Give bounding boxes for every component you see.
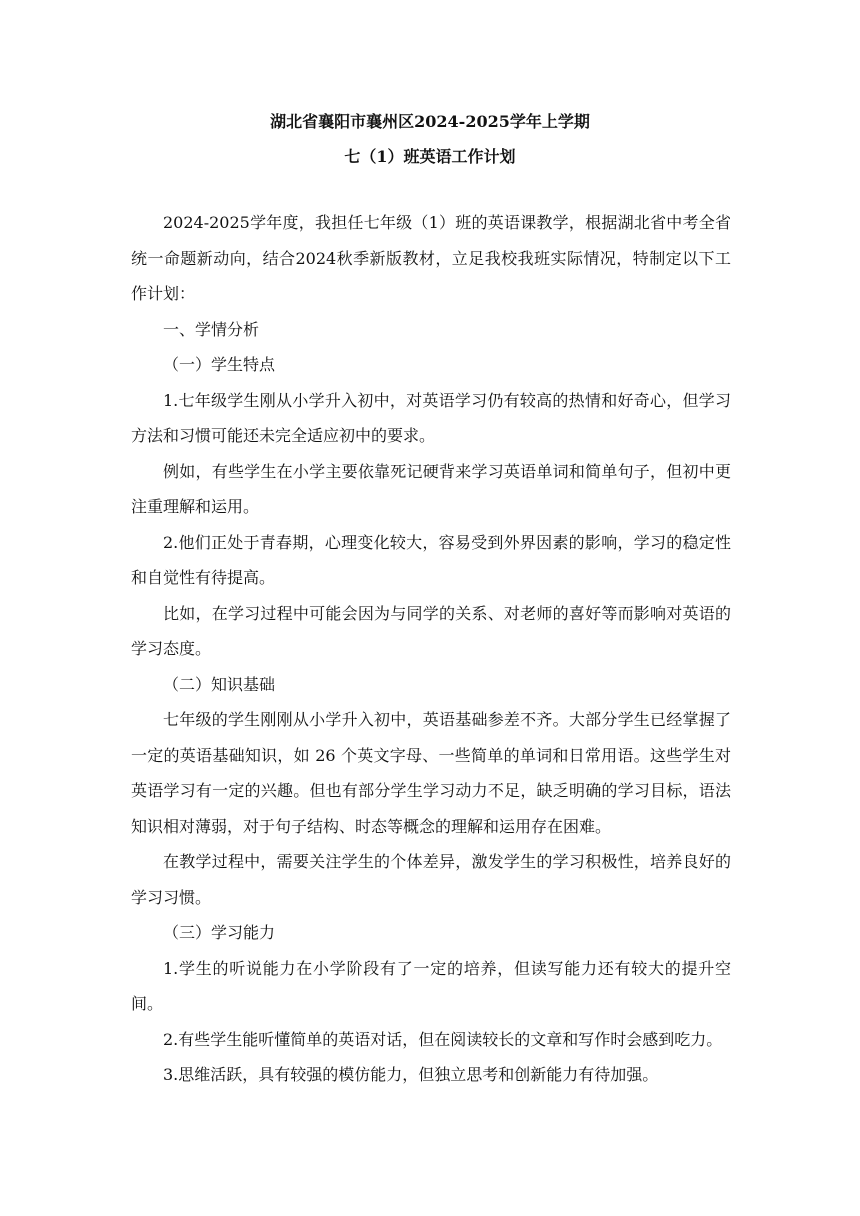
document-subtitle: 七（1）班英语工作计划 <box>344 147 516 166</box>
paragraph: 七年级的学生刚刚从小学升入初中，英语基础参差不齐。大部分学生已经掌握了一定的英语基础知识，如 26 个英文字母、一些简单的单词和日常用语。这些学生对英语学习有一定的兴趣。但也有部分学生学习动力不足，缺乏明确的学习目标，语法知识相对薄弱，对于句子结构、时态等概念的理解和运用存在困难。 <box>131 710 731 836</box>
intro-paragraph: 2024-2025学年度，我担任七年级（1）班的英语课教学，根据湖北省中考全省统一命题新动向，结合2024秋季新版教材，立足我校我班实际情况，特制定以下工作计划： <box>131 213 731 303</box>
paragraph: 1.学生的听说能力在小学阶段有了一定的培养，但读写能力还有较大的提升空间。 <box>131 958 731 1013</box>
section-heading: 一、学情分析 <box>163 319 260 339</box>
paragraph: 2.他们正处于青春期，心理变化较大，容易受到外界因素的影响，学习的稳定性和自觉性有待提高。 <box>131 532 731 587</box>
paragraph: 在教学过程中，需要关注学生的个体差异，激发学生的学习积极性，培养良好的学习习惯。 <box>131 852 731 907</box>
subsection-heading: （一）学生特点 <box>163 355 276 374</box>
paragraph: 2.有些学生能听懂简单的英语对话，但在阅读较长的文章和写作时会感到吃力。 <box>163 1029 723 1049</box>
subsection-heading: （三）学习能力 <box>163 923 276 942</box>
paragraph: 1.七年级学生刚从小学升入初中，对英语学习仍有较高的热情和好奇心，但学习方法和习惯可能还未完全适应初中的要求。 <box>131 390 731 445</box>
paragraph: 例如，有些学生在小学主要依靠死记硬背来学习英语单词和简单句子，但初中更注重理解和运用。 <box>131 461 731 516</box>
paragraph: 3.思维活跃，具有较强的模仿能力，但独立思考和创新能力有待加强。 <box>163 1065 659 1084</box>
document-title: 湖北省襄阳市襄州区2024-2025学年上学期 <box>270 112 590 131</box>
paragraph: 比如，在学习过程中可能会因为与同学的关系、对老师的喜好等而影响对英语的学习态度。 <box>131 603 731 658</box>
subsection-heading: （二）知识基础 <box>163 674 276 694</box>
document-body <box>131 205 731 1093</box>
